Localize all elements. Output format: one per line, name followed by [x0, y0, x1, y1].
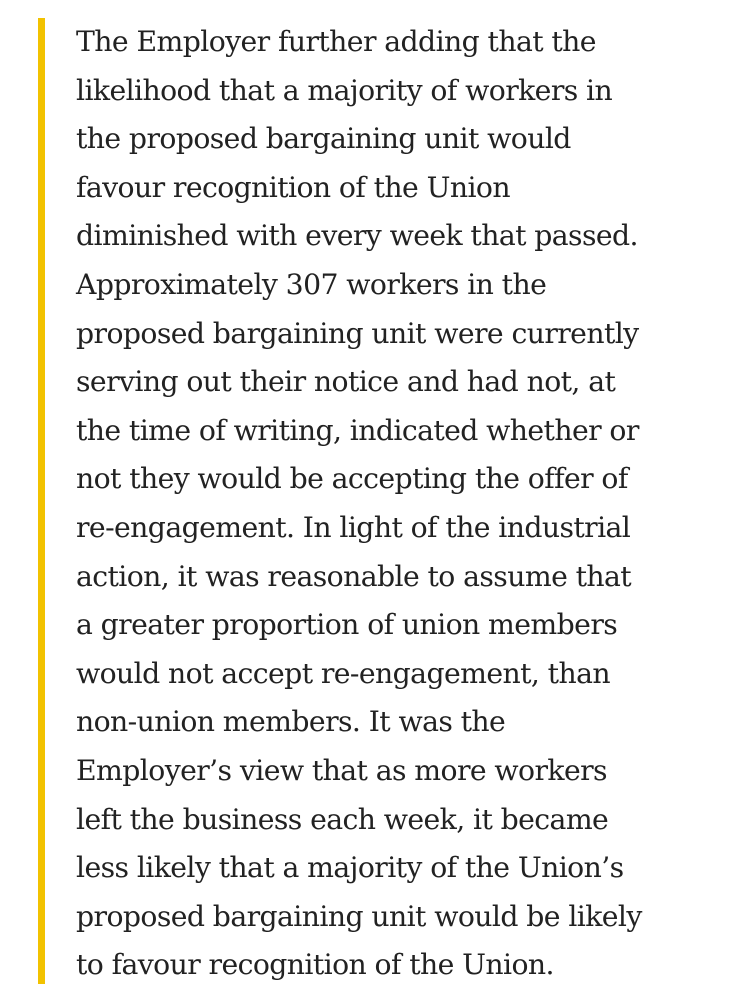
- text-line: favour recognition of the Union: [76, 170, 510, 204]
- text-line: a greater proportion of union members: [76, 608, 618, 642]
- text-line: Employer’s view that as more workers: [76, 753, 607, 787]
- blockquote-accent-bar: [38, 18, 45, 984]
- text-line: action, it was reasonable to assume that: [76, 559, 632, 593]
- text-line: proposed bargaining unit were currently: [76, 316, 639, 350]
- text-line: the time of writing, indicated whether or: [76, 413, 639, 447]
- text-line: the proposed bargaining unit would: [76, 122, 571, 156]
- text-line: less likely that a majority of the Union’s: [76, 851, 624, 885]
- text-line: would not accept re-engagement, than: [76, 656, 610, 690]
- text-line: re-engagement. In light of the industrial: [76, 510, 631, 544]
- text-line: not they would be accepting the offer of: [76, 462, 628, 496]
- text-line: non-union members. It was the: [76, 705, 506, 739]
- text-line: proposed bargaining unit would be likely: [76, 899, 642, 933]
- text-line: Approximately 307 workers in the: [76, 267, 547, 301]
- text-line: serving out their notice and had not, at: [76, 365, 616, 399]
- text-line: likelihood that a majority of workers in: [76, 73, 613, 107]
- blockquote-text: [76, 18, 716, 990]
- text-line: diminished with every week that passed.: [76, 219, 638, 253]
- text-line: left the business each week, it became: [76, 802, 609, 836]
- text-line: The Employer further adding that the: [76, 25, 596, 58]
- text-line: to favour recognition of the Union.: [76, 948, 554, 982]
